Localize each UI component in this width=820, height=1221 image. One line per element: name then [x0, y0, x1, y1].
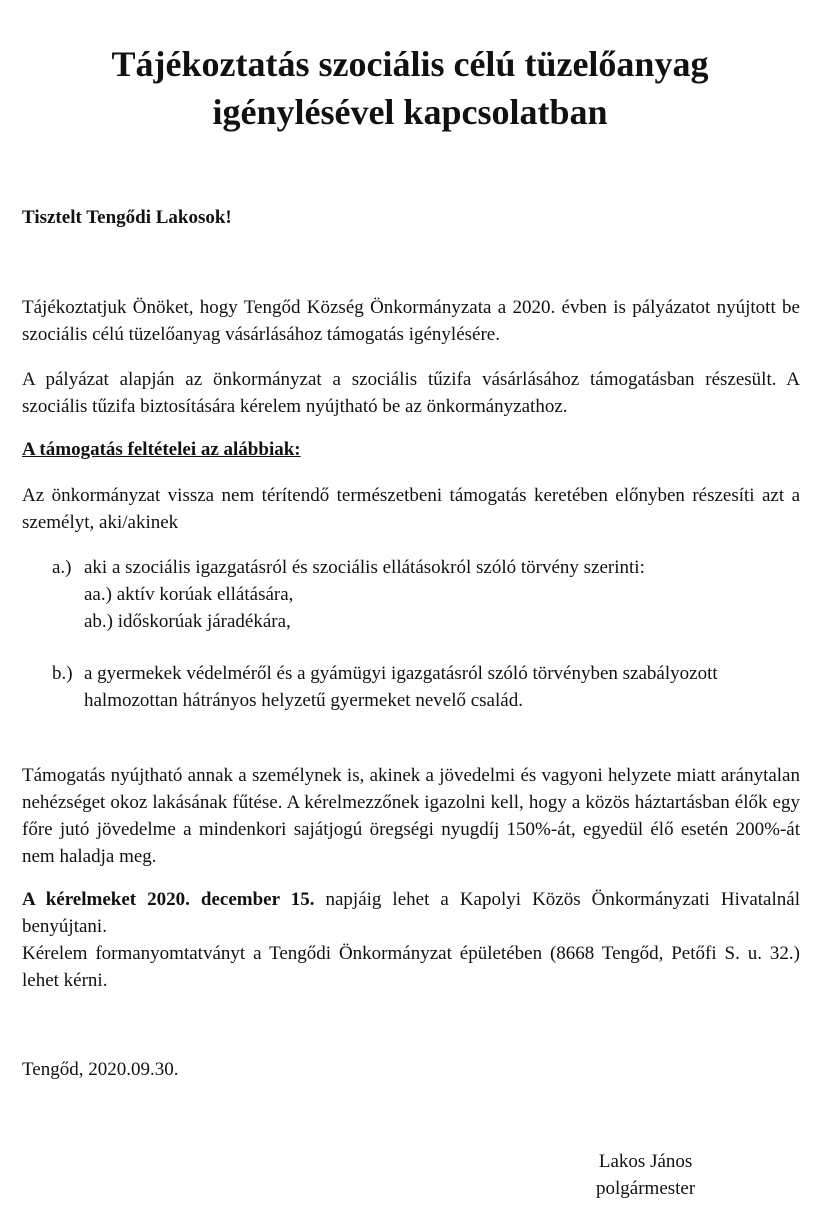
condition-b-marker: b.) — [52, 663, 73, 684]
conditions-heading: A támogatás feltételei az alábbiak: — [22, 439, 301, 460]
preference-paragraph: Az önkormányzat vissza nem térítendő természetbeni támogatás keretében előnyben részesíti azt a személyt, aki/akinek — [22, 485, 800, 533]
deadline-line — [22, 886, 800, 940]
title-line-2: igénylésével kapcsolatban — [212, 92, 608, 132]
title-line-1: Tájékoztatás szociális célú tüzelőanyag — [111, 44, 709, 84]
signature-block — [596, 1148, 695, 1202]
condition-a-marker: a.) — [52, 557, 72, 578]
condition-a-line-1: aki a szociális igazgatásról és szociális ellátásokról szóló törvény szerinti: — [84, 557, 645, 578]
intro-paragraph: Tájékoztatjuk Önöket, hogy Tengőd Község Önkormányzata a 2020. évben is pályázatot nyújtott be szociális célú tüzelőanyag vásárlásához támogatás igénylésére. — [22, 297, 800, 345]
salutation: Tisztelt Tengődi Lakosok! — [22, 207, 232, 228]
condition-b — [52, 660, 792, 714]
signature-name: Lakos János — [598, 1151, 693, 1172]
condition-b-line-2: halmozottan hátrányos helyzetű gyermeket nevelő család. — [84, 690, 523, 711]
form-request-line: Kérelem formanyomtatványt a Tengődi Önkormányzat épületében (8668 Tengőd, Petőfi S. u. 32.) lehet kérni. — [22, 943, 800, 991]
page-title — [20, 40, 800, 136]
condition-a — [52, 554, 792, 635]
deadline-paragraph — [22, 886, 800, 994]
condition-b-line-1: a gyermekek védelméről és a gyámügyi igazgatásról szóló törvényben szabályozott — [84, 663, 718, 684]
grant-paragraph: A pályázat alapján az önkormányzat a szociális tűzifa vásárlásához támogatásban részesült. A szociális tűzifa biztosítására kérelem nyújtható be az önkormányzathoz. — [22, 369, 800, 417]
deadline-rest: napjáig lehet a Kapolyi Közös Önkormányzati Hivatalnál benyújtani. — [22, 889, 800, 937]
hardship-paragraph: Támogatás nyújtható annak a személynek is, akinek a jövedelmi és vagyoni helyzete miatt aránytalan nehézséget okoz lakásának fűtése. A kérelmezzőnek igazolni kell, hogy a közös háztartásban élők egy főre jutó jövedelme a mindenkori sajátjogú öregségi nyugdíj 150%-át, egyedül élő esetén 200%-át nem haladja meg. — [22, 765, 800, 867]
condition-ab: ab.) időskorúak járadékára, — [84, 611, 291, 632]
condition-aa: aa.) aktív korúak ellátására, — [84, 584, 294, 605]
signature-title: polgármester — [596, 1178, 696, 1199]
deadline-bold: A kérelmeket 2020. december 15. — [22, 889, 315, 910]
place-date: Tengőd, 2020.09.30. — [22, 1059, 179, 1080]
